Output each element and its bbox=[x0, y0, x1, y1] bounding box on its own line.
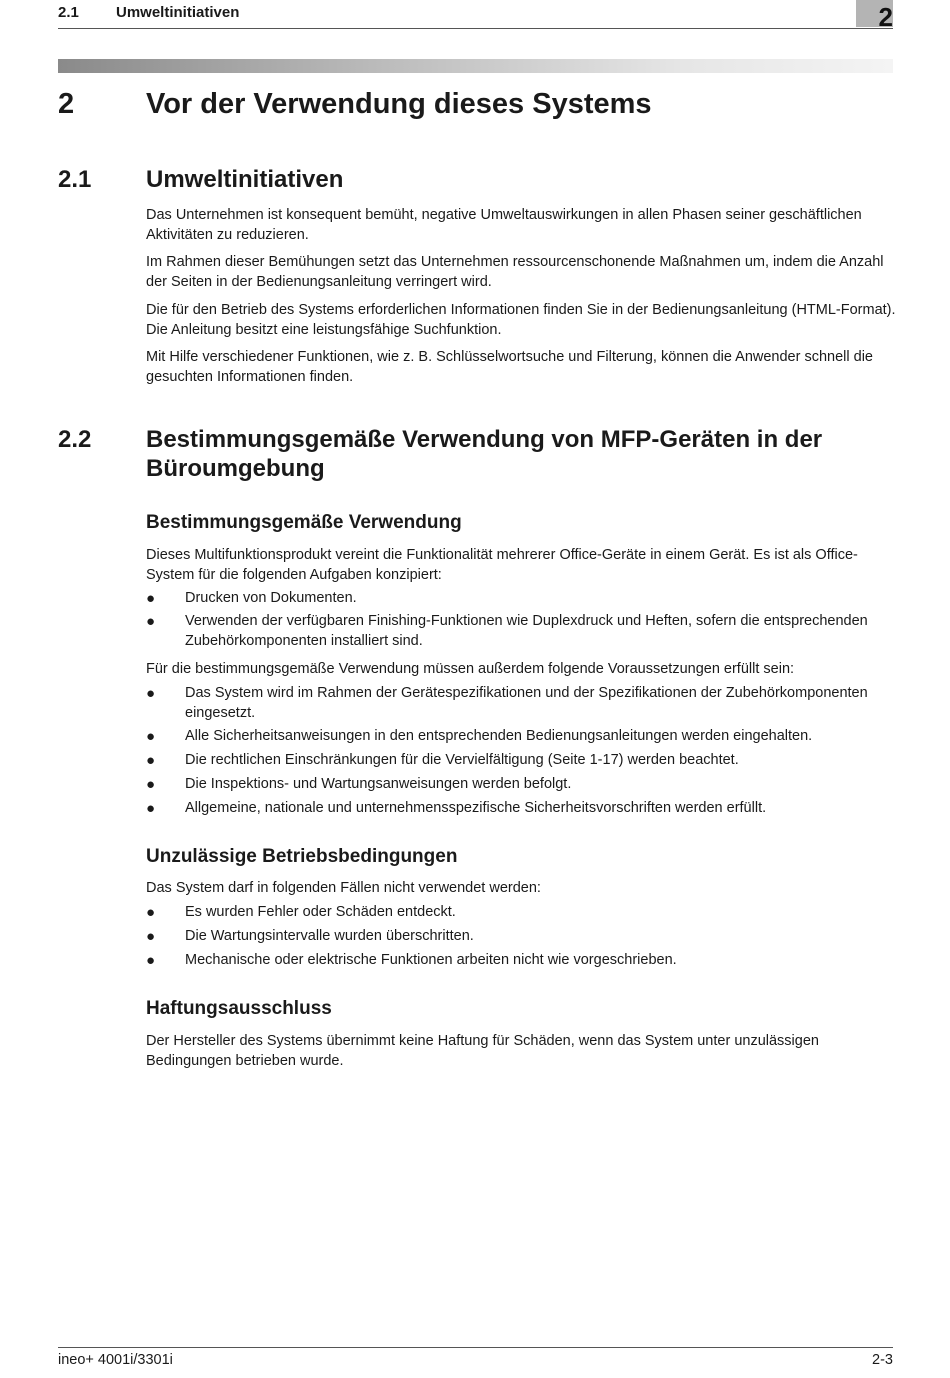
bullet-icon: ● bbox=[146, 776, 156, 793]
chapter-gradient-bar bbox=[58, 59, 893, 73]
list-item: Drucken von Dokumenten. bbox=[185, 590, 357, 606]
bullet-icon: ● bbox=[146, 904, 156, 921]
chapter-number: 2 bbox=[58, 88, 75, 120]
header-rule bbox=[58, 28, 893, 29]
subsection-disclaimer-title: Haftungsausschluss bbox=[146, 998, 332, 1019]
chapter-tab bbox=[856, 0, 893, 32]
section-2-1-number: 2.1 bbox=[58, 166, 92, 193]
section-2-1-paragraph-2: Im Rahmen dieser Bemühungen setzt das Unternehmen ressourcenschonende Maßnahmen um, indem die Anzahl der Seiten in der Bedienungsanleitung verringert wird. bbox=[146, 254, 884, 290]
subsection-improper-conditions-title: Unzulässige Betriebsbedingungen bbox=[146, 846, 458, 867]
bullet-icon: ● bbox=[146, 685, 156, 702]
footer-model: ineo+ 4001i/3301i bbox=[58, 1352, 173, 1368]
list-item: Es wurden Fehler oder Schäden entdeckt. bbox=[185, 904, 456, 920]
intended-use-requirements-intro: Für die bestimmungsgemäße Verwendung müssen außerdem folgende Voraussetzungen erfüllt sein: bbox=[146, 661, 795, 677]
running-header-section-title: Umweltinitiativen bbox=[116, 4, 240, 21]
intended-use-intro: Dieses Multifunktionsprodukt vereint die Funktionalität mehrerer Office-Geräte in einem Gerät. Es ist als Office-System für die folgenden Aufgaben konzipiert: bbox=[146, 547, 858, 583]
list-item: Allgemeine, nationale und unternehmensspezifische Sicherheitsvorschriften werden erfüllt. bbox=[185, 800, 767, 816]
bullet-icon: ● bbox=[146, 613, 156, 630]
list-item: Mechanische oder elektrische Funktionen arbeiten nicht wie vorgeschrieben. bbox=[185, 952, 677, 968]
improper-conditions-intro: Das System darf in folgenden Fällen nicht verwendet werden: bbox=[146, 880, 541, 896]
footer-page-number: 2-3 bbox=[872, 1352, 893, 1368]
list-item: Die rechtlichen Einschränkungen für die Vervielfältigung (Seite 1-17) werden beachtet. bbox=[185, 752, 739, 768]
list-item: Das System wird im Rahmen der Gerätespezifikationen und der Spezifikationen der Zubehörkomponenten eingesetzt. bbox=[185, 685, 868, 721]
bullet-icon: ● bbox=[146, 752, 156, 769]
disclaimer-text: Der Hersteller des Systems übernimmt keine Haftung für Schäden, wenn das System unter unzulässigen Bedingungen betrieben wurde. bbox=[146, 1033, 819, 1069]
section-2-2-title-line-2: Büroumgebung bbox=[146, 455, 325, 482]
footer-rule bbox=[58, 1347, 893, 1348]
chapter-tab-number: 2 bbox=[878, 2, 893, 32]
bullet-icon: ● bbox=[146, 590, 156, 607]
section-2-1-paragraph-4: Mit Hilfe verschiedener Funktionen, wie z. B. Schlüsselwortsuche und Filterung, können die Anwender schnell die gesuchten Informationen finden. bbox=[146, 349, 873, 385]
bullet-icon: ● bbox=[146, 800, 156, 817]
list-item: Die Wartungsintervalle wurden überschritten. bbox=[185, 928, 474, 944]
list-item: Alle Sicherheitsanweisungen in den entsprechenden Bedienungsanleitungen werden eingehalten. bbox=[185, 728, 813, 744]
section-2-2-title-line-1: Bestimmungsgemäße Verwendung von MFP-Geräten in der bbox=[146, 426, 823, 453]
section-2-1-paragraph-1: Das Unternehmen ist konsequent bemüht, negative Umweltauswirkungen in allen Phasen seiner geschäftlichen Aktivitäten zu reduzieren. bbox=[146, 207, 862, 243]
section-2-2-number: 2.2 bbox=[58, 426, 92, 453]
section-2-1-paragraph-3: Die für den Betrieb des Systems erforderlichen Informationen finden Sie in der Bedienungsanleitung (HTML-Format). Die Anleitung besitzt eine leistungsfähige Suchfunktion. bbox=[146, 302, 896, 338]
bullet-icon: ● bbox=[146, 952, 156, 969]
chapter-title: Vor der Verwendung dieses Systems bbox=[146, 88, 652, 120]
bullet-icon: ● bbox=[146, 928, 156, 945]
subsection-intended-use-title: Bestimmungsgemäße Verwendung bbox=[146, 512, 462, 533]
bullet-icon: ● bbox=[146, 728, 156, 745]
list-item: Verwenden der verfügbaren Finishing-Funktionen wie Duplexdruck und Heften, sofern die entsprechenden Zubehörkomponenten installiert sind. bbox=[185, 613, 868, 649]
running-header-section-number: 2.1 bbox=[58, 4, 79, 21]
list-item: Die Inspektions- und Wartungsanweisungen werden befolgt. bbox=[185, 776, 572, 792]
section-2-1-title: Umweltinitiativen bbox=[146, 166, 344, 193]
